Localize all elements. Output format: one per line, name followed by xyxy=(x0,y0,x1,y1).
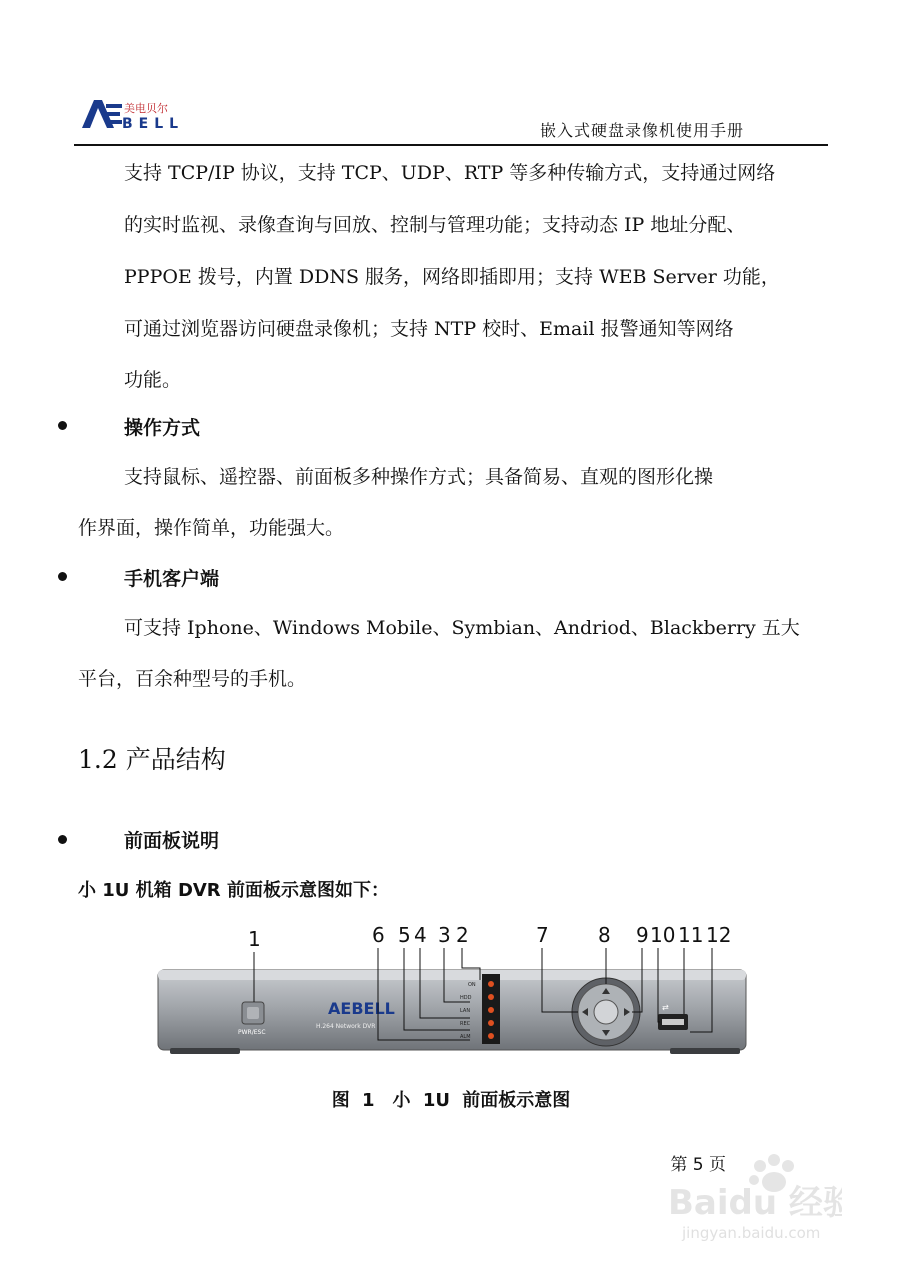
figure-caption: 图 1 小 1U 前面板示意图 xyxy=(331,1090,571,1111)
baidu-watermark xyxy=(642,1150,842,1246)
led-label-lan: LAN xyxy=(460,1008,471,1014)
watermark-url: jingyan.baidu.com xyxy=(682,1224,821,1242)
led-label-hdd: HDD xyxy=(460,995,472,1001)
callout-10: 10 xyxy=(650,923,676,947)
bullet-dot xyxy=(58,835,67,844)
callout-5: 5 xyxy=(398,923,411,947)
callout-4: 4 xyxy=(414,923,427,947)
svg-text:⇄: ⇄ xyxy=(662,1003,669,1012)
bullet-heading-operation: 操作方式 xyxy=(124,417,201,439)
bullet-dot xyxy=(58,421,67,430)
paragraph-line: 支持 TCP/IP 协议，支持 TCP、UDP、RTP 等多种传输方式，支持通过网络 xyxy=(124,162,776,184)
callout-9: 9 xyxy=(636,923,649,947)
paragraph-line: 可通过浏览器访问硬盘录像机；支持 NTP 校时、Email 报警通知等网络 xyxy=(124,318,734,340)
led-label-rec: REC xyxy=(460,1021,471,1027)
bullet-heading-mobile: 手机客户端 xyxy=(124,568,220,590)
callout-11: 11 xyxy=(678,923,704,947)
watermark-brand: Baidu 经验 xyxy=(668,1183,842,1223)
callout-3: 3 xyxy=(438,923,451,947)
paragraph-line: 可支持 Iphone、Windows Mobile、Symbian、Andriod、Blackberry 五大 xyxy=(124,617,800,639)
section-title: 1.2 产品结构 xyxy=(78,745,226,774)
page-number: 第 5 页 xyxy=(670,1155,726,1175)
manual-title: 嵌入式硬盘录像机使用手册 xyxy=(539,121,744,140)
callout-1: 1 xyxy=(248,927,261,951)
paragraph-line: 的实时监视、录像查询与回放、控制与管理功能；支持动态 IP 地址分配、 xyxy=(124,214,746,236)
callout-8: 8 xyxy=(598,923,611,947)
paragraph-line: 支持鼠标、遥控器、前面板多种操作方式；具备简易、直观的图形化操 xyxy=(124,466,714,488)
svg-text:BELL: BELL xyxy=(122,116,180,132)
svg-text:美电贝尔: 美电贝尔 xyxy=(124,102,168,115)
led-label-on: ON xyxy=(468,982,476,988)
figure-intro: 小 1U 机箱 DVR 前面板示意图如下： xyxy=(78,880,389,901)
callout-2: 2 xyxy=(456,923,469,947)
callout-7: 7 xyxy=(536,923,549,947)
dvr-front-panel-figure xyxy=(150,922,760,1062)
header-divider xyxy=(74,144,828,146)
paragraph-line: 平台，百余种型号的手机。 xyxy=(78,668,307,690)
pwr-label: PWR/ESC xyxy=(238,1029,266,1036)
paragraph-line: PPPOE 拨号，内置 DDNS 服务，网络即插即用；支持 WEB Server 功能， xyxy=(124,266,780,288)
bullet-dot xyxy=(58,572,67,581)
svg-text:AEBELL: AEBELL xyxy=(328,999,395,1018)
aebell-logo xyxy=(80,96,180,132)
callout-6: 6 xyxy=(372,923,385,947)
callout-12: 12 xyxy=(706,923,732,947)
paragraph-line: 功能。 xyxy=(124,369,182,391)
paragraph-line: 作界面，操作简单，功能强大。 xyxy=(78,517,345,539)
led-label-alm: ALM xyxy=(460,1034,471,1040)
bullet-heading-front-panel: 前面板说明 xyxy=(124,830,220,852)
brand-small: H.264 Network DVR xyxy=(316,1023,376,1030)
